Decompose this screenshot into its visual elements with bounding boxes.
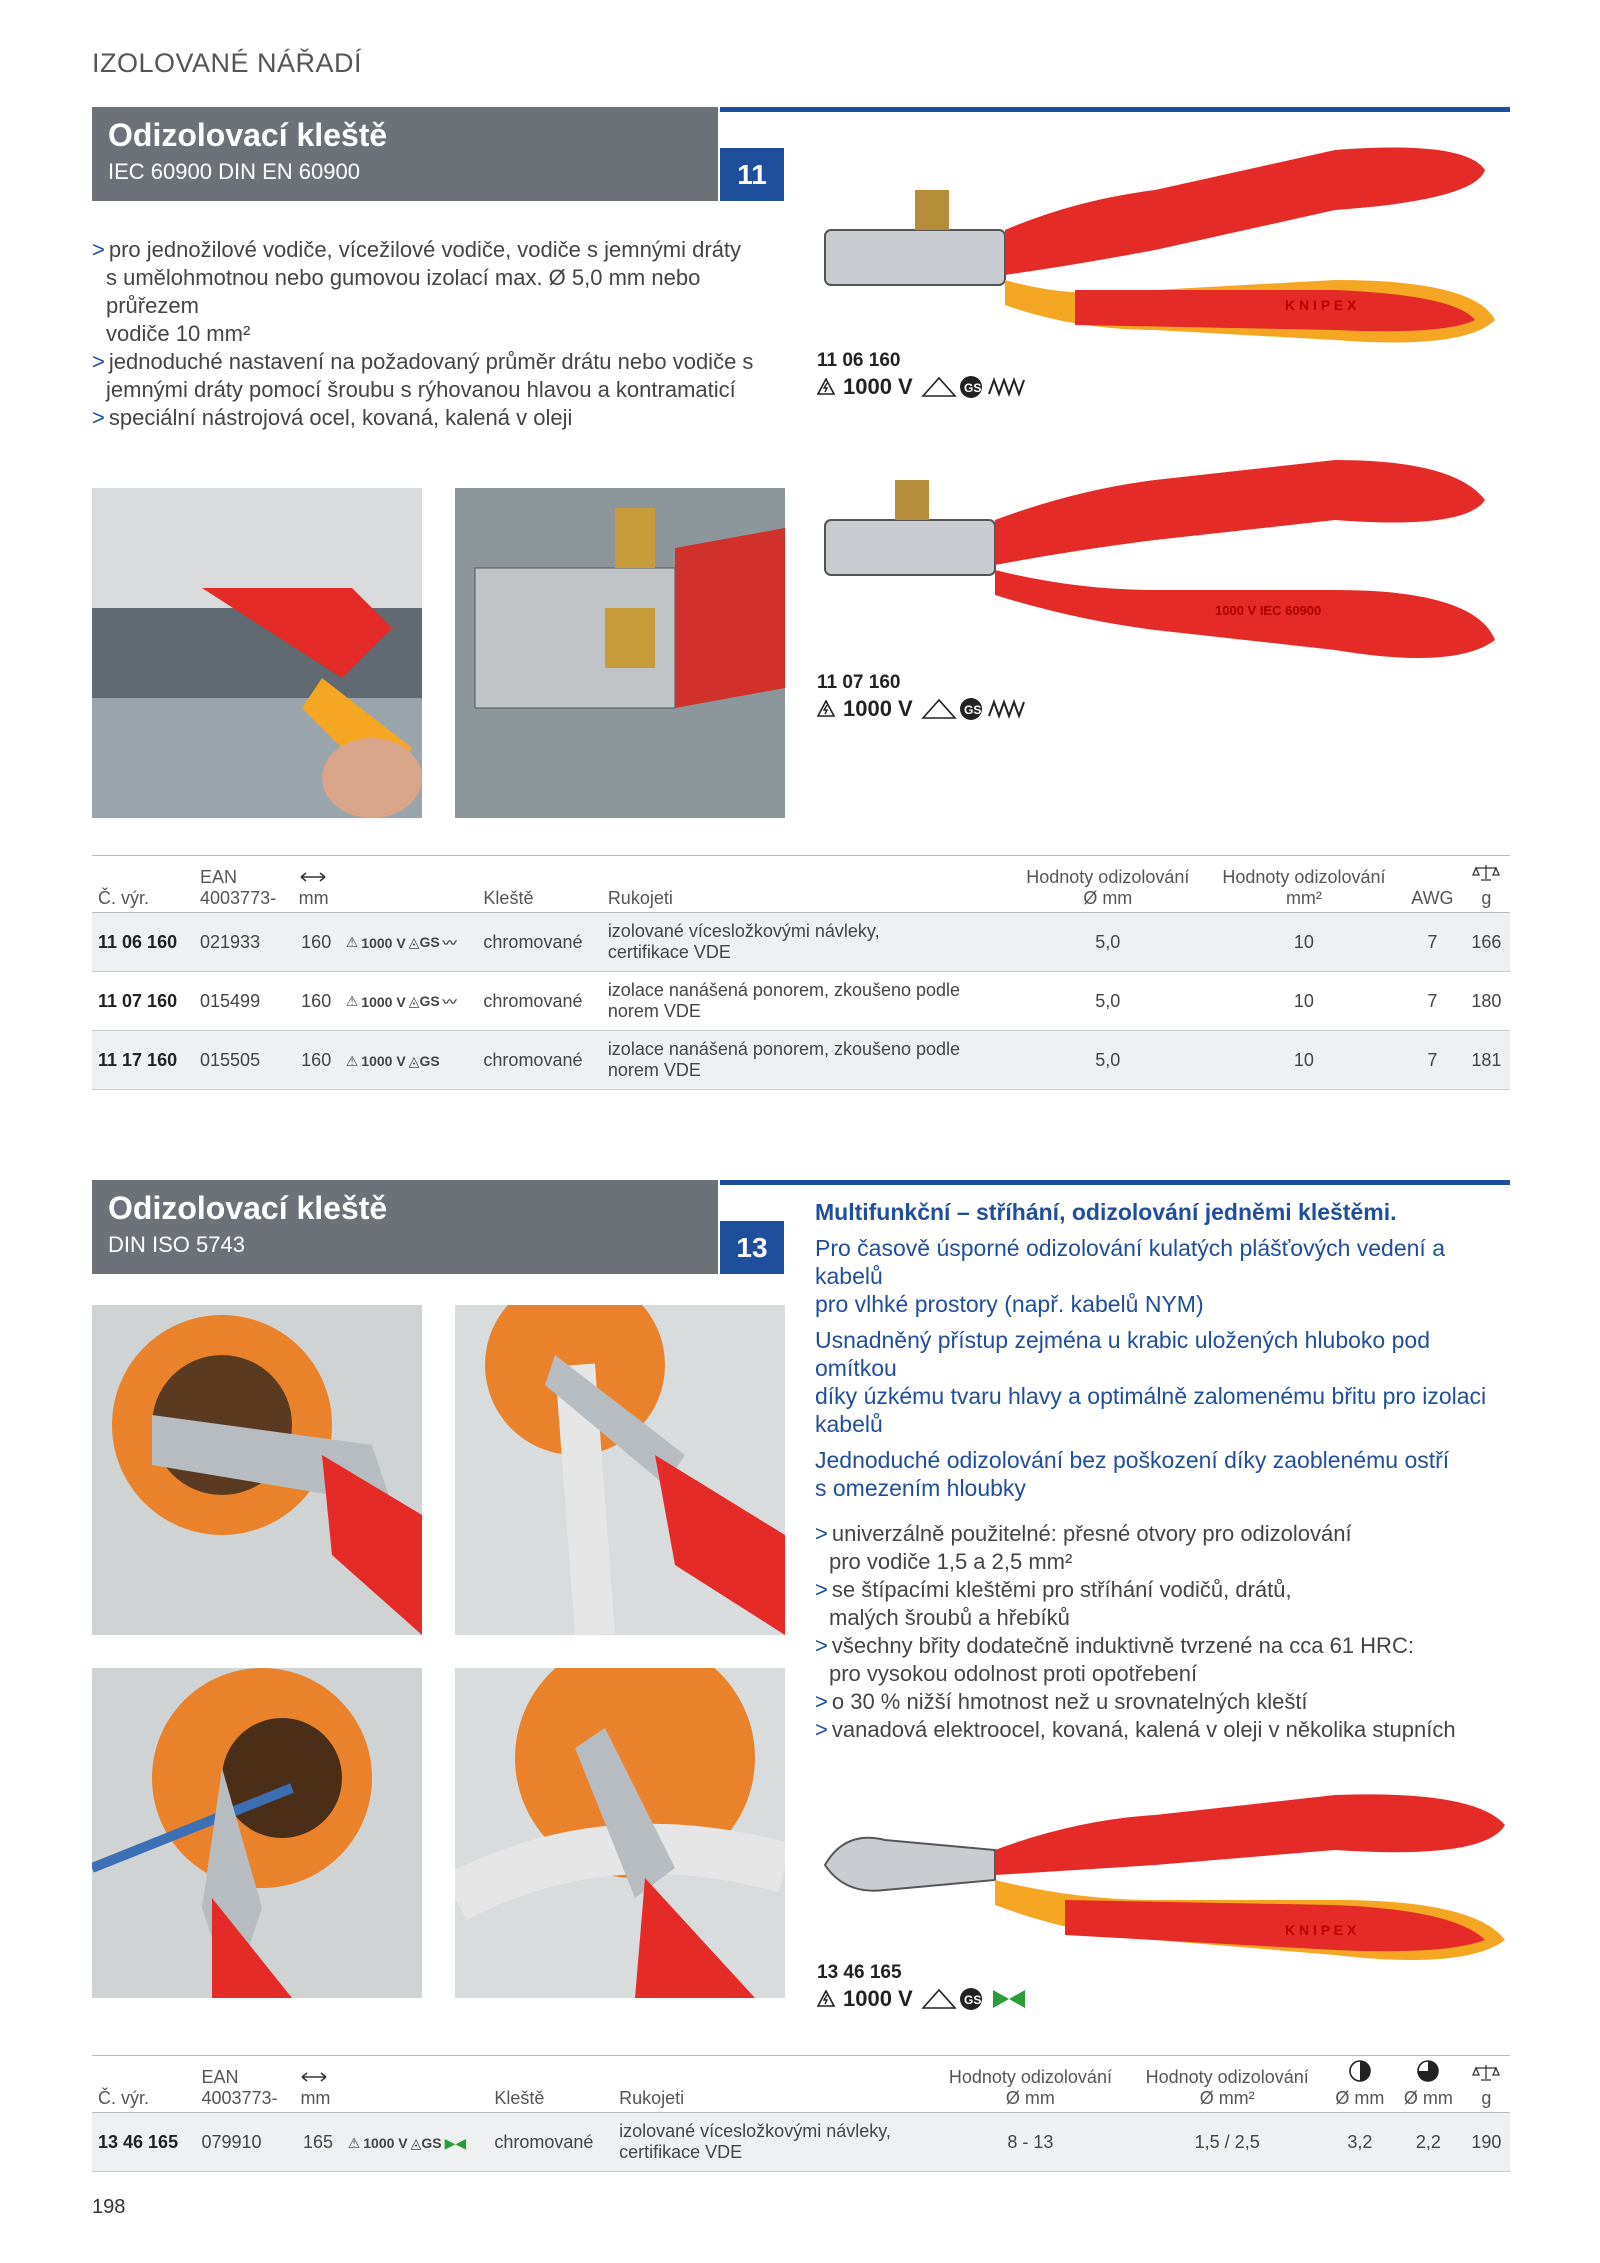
bullet-item: > univerzálně použitelné: přesné otvory pro odizolování pro vodiče 1,5 a 2,5 mm² [815,1521,1352,1574]
paragraph: Pro časově úsporné odizolování kulatých plášťových vedení a kabelů pro vlhké prostory (např. kabelů NYM) [815,1235,1445,1317]
plier-image-11-07-160 [815,440,1515,670]
paragraph: Usnadněný přístup zejména u krabic uložených hluboko pod omítkou díky úzkému tvaru hlavy a optimálně zalomenému břitu pro izolaci kabelů [815,1327,1487,1437]
plier-image-13-46-165 [815,1770,1515,1970]
page-number: 198 [92,2196,126,2218]
cell-awg: 7 [1402,1031,1463,1090]
col-header-half-circle: Ø mm [1326,2056,1395,2113]
table-header-row [92,856,1510,913]
col-header-rukojeti: Rukojeti [602,856,1010,913]
cell-diameter: 8 - 13 [932,2113,1129,2172]
col-header-weight: g [1463,2056,1510,2113]
product1-title-bar [92,107,718,201]
cell-finish: chromované [477,1031,601,1090]
table-row [92,2113,1510,2172]
cell-awg: 7 [1402,913,1463,972]
product2-description [815,1198,1515,1744]
cell-code: 13 46 165 [92,2113,195,2172]
cell-symbols: ⚠ 1000 V ◬GS 〰 [340,913,478,972]
gs-icon: ◬GS [408,1052,440,1069]
cell-code: 11 17 160 [92,1031,194,1090]
bullet-item: > všechny břity dodatečně induktivně tvrzené na cca 61 HRC: pro vysokou odolnost proti opotřebení [815,1633,1414,1686]
cell-length: 160 [293,972,340,1031]
cell-weight: 190 [1463,2113,1510,2172]
tool-code-11-07-160: 11 07 160 [817,672,901,693]
cell-cross-section: 1,5 / 2,5 [1129,2113,1326,2172]
length-arrow-icon [299,871,327,883]
cell-symbols: ⚠ 1000 V ◬GS 〰 [340,972,478,1031]
cell-ean: 021933 [194,913,293,972]
bullet-item: > vanadová elektroocel, kovaná, kalená v oleji v několika stupních [815,1717,1456,1742]
dip-icon: 〰 [442,934,457,951]
col-header-rukojeti: Rukojeti [613,2056,932,2113]
application-photo-1 [92,488,422,818]
cell-handle: izolované vícesložkovými návleky, certifikace VDE [602,913,1010,972]
table-row [92,913,1510,972]
bullet-item: > se štípacími kleštěmi pro stříhání vodičů, drátů, malých šroubů a hřebíků [815,1577,1292,1630]
col-header-cross-section: Hodnoty odizolování mm² [1206,856,1402,913]
product1-bullets [92,236,792,432]
warning-icon: ⚠ [347,2134,361,2151]
col-header-length: mm [293,856,340,913]
cell-code: 11 07 160 [92,972,194,1031]
svg-text:1000 V IEC 60900: 1000 V IEC 60900 [1215,603,1322,618]
col-header-length: mm [294,2056,341,2113]
cell-handle: izolované vícesložkovými návleky, certifikace VDE [613,2113,932,2172]
vde-gs-icon [921,374,1031,400]
col-header-diameter: Hodnoty odizolování Ø mm [932,2056,1129,2113]
svg-text:K N I P E X: K N I P E X [1285,1922,1357,1938]
cell-finish: chromované [477,972,601,1031]
voltage-rating [817,374,1031,400]
tool-code-13-46-165: 13 46 165 [817,1962,902,1983]
product1-spec-table [92,855,1510,1090]
application-photo-4 [455,1305,785,1635]
table-header-row [92,2056,1510,2113]
tool-code-11-06-160: 11 06 160 [817,350,901,371]
half-circle-icon [1348,2059,1372,2083]
application-photo-6 [455,1668,785,1998]
product2-title-bar [92,1180,718,1274]
voltage-label: 1000 V [843,374,913,399]
col-header-ean: EAN 4003773- [194,856,293,913]
col-header-klieste: Kleště [477,856,601,913]
cell-weight: 181 [1463,1031,1510,1090]
insulated-warning-icon [817,378,835,396]
product2-spec-table [92,2055,1510,2172]
col-header-three-quarter-circle: Ø mm [1394,2056,1463,2113]
col-header-ean: EAN 4003773- [195,2056,294,2113]
cell-ean: 015505 [194,1031,293,1090]
svg-text:GS: GS [963,703,982,717]
col-header-awg: AWG [1402,856,1463,913]
vde-gs-icon [921,1986,1031,2012]
cell-diameter: 5,0 [1010,1031,1206,1090]
cell-cross-section: 10 [1206,1031,1402,1090]
cell-cross-section: 10 [1206,913,1402,972]
plier-image-11-06-160 [815,130,1515,380]
col-header-cislo: Č. výr. [92,2056,195,2113]
col-header-weight: g [1463,856,1510,913]
col-header-symbols [340,856,478,913]
svg-text:GS: GS [963,381,982,395]
cell-finish: chromované [477,913,601,972]
cell-code: 11 06 160 [92,913,194,972]
warning-icon: ⚠ [345,1052,359,1069]
bowtie-icon: ▶◀ [444,2134,467,2151]
scale-icon [1472,2063,1500,2083]
cell-handle: izolace nanášená ponorem, zkoušeno podle norem VDE [602,1031,1010,1090]
bullet-item: > pro jednožilové vodiče, vícežilové vodiče, vodiče s jemnými dráty s umělohmotnou nebo gumovou izolací max. Ø 5,0 mm nebo průřezem vodiče 10 mm² [92,237,742,346]
col-header-cross-section: Hodnoty odizolování Ø mm² [1129,2056,1326,2113]
header-rule [720,107,1510,112]
cell-finish: chromované [488,2113,613,2172]
gs-icon: ◬GS [410,2134,442,2151]
scale-icon [1472,863,1500,883]
cell-ean: 015499 [194,972,293,1031]
voltage-label: 1000 V [843,1986,913,2011]
col-header-klieste: Kleště [488,2056,613,2113]
cell-d2: 2,2 [1394,2113,1463,2172]
cell-cross-section: 10 [1206,972,1402,1031]
gs-icon: ◬GS [408,934,440,951]
svg-text:K N I P E X: K N I P E X [1285,297,1357,313]
application-photo-5 [92,1668,422,1998]
product1-title: Odizolovací kleště [108,117,388,153]
warning-icon: ⚠ [345,934,359,951]
product2-number: 13 [720,1221,784,1274]
warning-icon: ⚠ [345,993,359,1010]
svg-text:GS: GS [963,1993,982,2007]
header-rule [720,1180,1510,1185]
cell-length: 165 [294,2113,341,2172]
application-photo-2 [455,488,785,818]
cell-ean: 079910 [195,2113,294,2172]
gs-icon: ◬GS [408,993,440,1010]
col-header-diameter: Hodnoty odizolování Ø mm [1010,856,1206,913]
product1-number: 11 [720,148,784,201]
cell-length: 160 [293,913,340,972]
product2-subtitle: DIN ISO 5743 [108,1232,245,1257]
voltage-label: 1000 V [843,696,913,721]
cell-symbols: ⚠ 1000 V ◬GS [340,1031,478,1090]
bullet-item: > o 30 % nižší hmotnost než u srovnatelných kleští [815,1689,1308,1714]
application-photo-3 [92,1305,422,1635]
product2-title: Odizolovací kleště [108,1190,388,1226]
product2-headline: Multifunkční – stříhání, odizolování jedněmi kleštěmi. [815,1199,1397,1225]
cell-symbols: ⚠ 1000 V ◬GS ▶◀ [342,2113,489,2172]
three-quarter-circle-icon [1416,2059,1440,2083]
cell-diameter: 5,0 [1010,972,1206,1031]
cell-length: 160 [293,1031,340,1090]
insulated-warning-icon [817,700,835,718]
vde-gs-icon [921,696,1031,722]
voltage-rating [817,1986,1031,2012]
length-arrow-icon [300,2071,328,2083]
cell-d1: 3,2 [1326,2113,1395,2172]
col-header-cislo: Č. výr. [92,856,194,913]
table-row [92,1031,1510,1090]
dip-icon: 〰 [442,993,457,1010]
col-header-symbols [342,2056,489,2113]
product1-subtitle: IEC 60900 DIN EN 60900 [108,159,360,184]
insulated-warning-icon [817,1990,835,2008]
cell-weight: 166 [1463,913,1510,972]
section-label: IZOLOVANÉ NÁŘADÍ [92,48,363,78]
bullet-item: > speciální nástrojová ocel, kovaná, kalená v oleji [92,405,573,430]
cell-weight: 180 [1463,972,1510,1031]
paragraph: Jednoduché odizolování bez poškození díky zaoblenému ostří s omezením hloubky [815,1447,1450,1501]
voltage-rating [817,696,1031,722]
cell-awg: 7 [1402,972,1463,1031]
table-row [92,972,1510,1031]
cell-diameter: 5,0 [1010,913,1206,972]
cell-handle: izolace nanášená ponorem, zkoušeno podle norem VDE [602,972,1010,1031]
bullet-item: > jednoduché nastavení na požadovaný průměr drátu nebo vodiče s jemnými dráty pomocí šroubu s rýhovanou hlavou a kontramaticí [92,349,754,402]
